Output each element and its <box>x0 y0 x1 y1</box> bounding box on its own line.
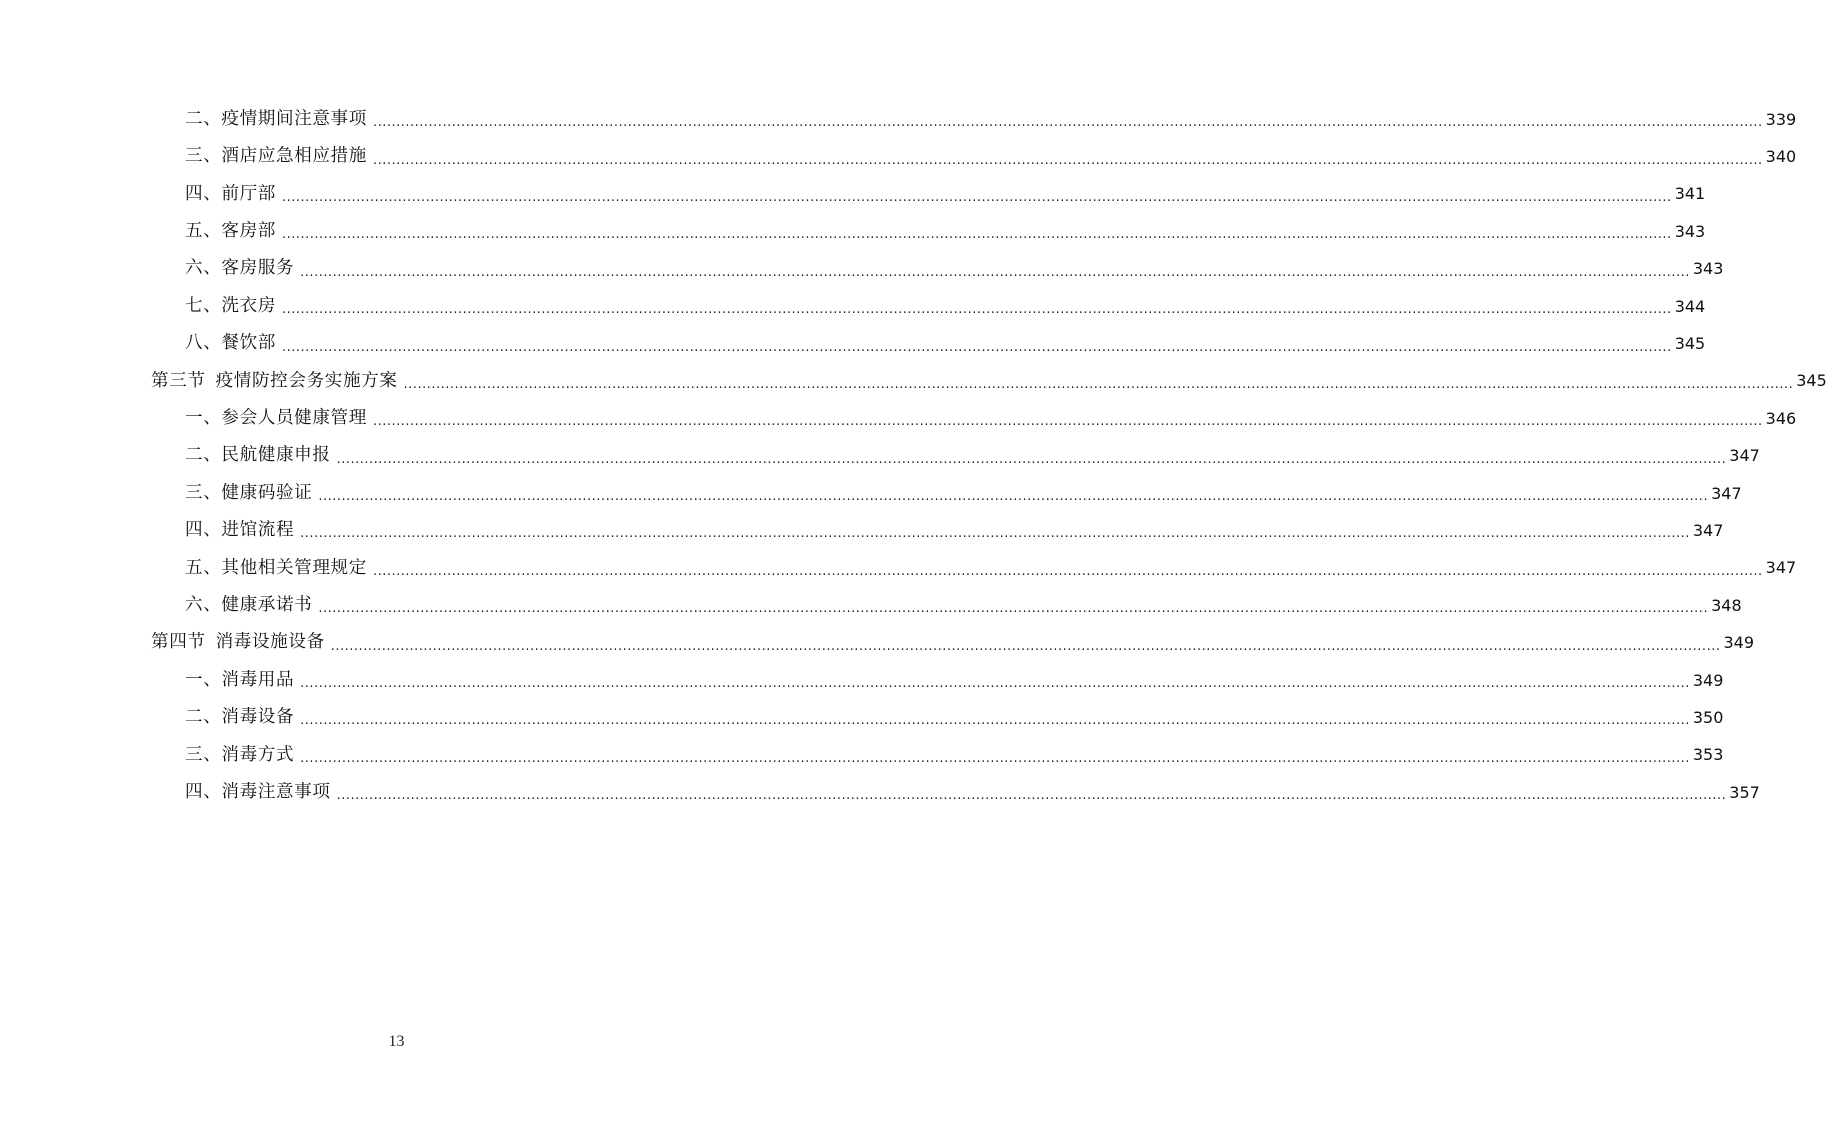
toc-entry-page: 347 <box>1692 520 1724 540</box>
toc-entry-number: 四、 <box>185 183 222 204</box>
toc-entry-page: 345 <box>1674 334 1706 354</box>
toc-entry-number: 一、 <box>185 669 222 690</box>
toc-entry-title: 健康承诺书 <box>221 594 313 615</box>
toc-dot-leader: ............................................................................................................................................................................................................................................................................................................ <box>372 152 1763 168</box>
toc-entry-page: 347 <box>1711 483 1742 503</box>
toc-entry-number: 四、 <box>185 781 222 802</box>
toc-dot-leader: ............................................................................................................................................................................................................................................................................................................ <box>300 264 1690 280</box>
toc-section-entry[interactable] <box>0 363 1827 400</box>
toc-entry-title: 洗衣房 <box>221 295 276 316</box>
toc-entry-page: 340 <box>1765 147 1797 167</box>
toc-dot-leader: ............................................................................................................................................................................................................................................................................................................ <box>336 788 1727 804</box>
toc-dot-leader: ............................................................................................................................................................................................................................................................................................................ <box>336 451 1727 467</box>
toc-subsection-entry[interactable] <box>0 550 1797 587</box>
toc-entry-number: 六、 <box>185 258 222 279</box>
toc-subsection-entry[interactable] <box>0 138 1797 175</box>
toc-entry-number: 五、 <box>185 557 222 578</box>
toc-entry-page: 341 <box>1674 184 1706 204</box>
toc-dot-leader: ............................................................................................................................................................................................................................................................................................................ <box>372 563 1763 579</box>
table-of-contents <box>0 101 1827 811</box>
toc-entry-number: 一、 <box>185 408 222 429</box>
toc-entry-number: 三、 <box>185 744 222 765</box>
toc-entry-number: 二、 <box>185 707 222 728</box>
page-number: 13 <box>388 1033 405 1050</box>
toc-entry-page: 343 <box>1692 259 1724 279</box>
toc-dot-leader: ............................................................................................................................................................................................................................................................................................................ <box>300 713 1690 729</box>
toc-entry-label <box>185 522 294 540</box>
toc-entry-title: 健康码验证 <box>221 482 313 503</box>
toc-entry-label <box>185 335 276 353</box>
toc-dot-leader: ............................................................................................................................................................................................................................................................................................................ <box>318 601 1709 617</box>
toc-subsection-entry[interactable] <box>0 774 1760 811</box>
toc-dot-leader: ............................................................................................................................................................................................................................................................................................................ <box>300 526 1690 542</box>
toc-subsection-entry[interactable] <box>0 213 1706 250</box>
toc-entry-title: 消毒用品 <box>221 669 295 690</box>
toc-subsection-entry[interactable] <box>0 737 1724 774</box>
toc-entry-label <box>185 447 331 465</box>
toc-dot-leader: ............................................................................................................................................................................................................................................................................................................ <box>300 750 1690 766</box>
toc-section-entry[interactable] <box>0 624 1755 661</box>
toc-entry-title: 客房服务 <box>221 258 295 279</box>
toc-entry-title: 客房部 <box>221 221 276 242</box>
toc-subsection-entry[interactable] <box>0 699 1724 736</box>
toc-entry-label <box>185 223 276 241</box>
toc-subsection-entry[interactable] <box>0 587 1742 624</box>
toc-subsection-entry[interactable] <box>0 475 1742 512</box>
toc-entry-label <box>185 295 276 316</box>
toc-entry-page: 345 <box>1796 371 1827 391</box>
toc-entry-number: 二、 <box>185 108 222 129</box>
toc-subsection-entry[interactable] <box>0 512 1724 549</box>
toc-entry-label <box>185 148 367 166</box>
toc-subsection-entry[interactable] <box>0 400 1797 437</box>
toc-dot-leader: ............................................................................................................................................................................................................................................................................................................ <box>403 376 1794 392</box>
toc-entry-number: 六、 <box>185 594 222 615</box>
toc-entry-title: 消毒方式 <box>221 744 295 765</box>
toc-entry-number: 七、 <box>185 295 222 316</box>
toc-entry-label <box>185 744 295 765</box>
toc-entry-title: 消毒设备 <box>221 707 295 728</box>
toc-entry-label <box>185 669 295 690</box>
toc-dot-leader: ............................................................................................................................................................................................................................................................................................................ <box>372 414 1763 430</box>
toc-dot-leader: ............................................................................................................................................................................................................................................................................................................ <box>330 638 1721 654</box>
toc-entry-label <box>185 709 294 727</box>
toc-entry-page: 344 <box>1674 296 1706 316</box>
toc-entry-label <box>151 370 398 391</box>
toc-dot-leader: ............................................................................................................................................................................................................................................................................................................ <box>318 489 1709 505</box>
toc-entry-page: 343 <box>1674 221 1706 241</box>
toc-subsection-entry[interactable] <box>0 438 1760 475</box>
toc-entry-page: 347 <box>1729 446 1760 466</box>
toc-entry-title: 进馆流程 <box>221 520 295 541</box>
toc-entry-title: 消毒注意事项 <box>221 781 331 802</box>
toc-entry-page: 346 <box>1765 408 1797 428</box>
toc-entry-title: 参会人员健康管理 <box>221 408 367 429</box>
toc-entry-title: 餐饮部 <box>221 333 276 354</box>
toc-dot-leader: ............................................................................................................................................................................................................................................................................................................ <box>281 302 1672 318</box>
toc-entry-number: 五、 <box>185 221 222 242</box>
toc-entry-title: 民航健康申报 <box>221 445 331 466</box>
toc-entry-page: 339 <box>1765 109 1797 129</box>
toc-entry-label <box>185 108 367 129</box>
toc-dot-leader: ............................................................................................................................................................................................................................................................................................................ <box>281 227 1672 243</box>
toc-subsection-entry[interactable] <box>0 325 1706 362</box>
toc-entry-number: 第四节 <box>151 632 206 653</box>
toc-entry-page: 353 <box>1692 745 1724 765</box>
toc-entry-label <box>185 557 367 578</box>
toc-entry-page: 350 <box>1692 707 1724 727</box>
toc-entry-title: 消毒设施设备 <box>215 632 325 653</box>
toc-entry-title: 酒店应急相应措施 <box>221 146 367 167</box>
toc-entry-number: 三、 <box>185 482 222 503</box>
toc-subsection-entry[interactable] <box>0 662 1724 699</box>
toc-entry-page: 357 <box>1729 782 1760 802</box>
toc-entry-label <box>151 634 325 652</box>
toc-entry-number: 第三节 <box>151 370 206 391</box>
toc-entry-label <box>185 594 313 615</box>
toc-entry-label <box>185 781 331 802</box>
toc-entry-title: 疫情防控会务实施方案 <box>215 370 398 391</box>
toc-entry-label <box>185 410 367 428</box>
toc-dot-leader: ............................................................................................................................................................................................................................................................................................................ <box>300 676 1690 692</box>
toc-dot-leader: ............................................................................................................................................................................................................................................................................................................ <box>281 339 1672 355</box>
toc-dot-leader: ............................................................................................................................................................................................................................................................................................................ <box>372 115 1763 131</box>
toc-subsection-entry[interactable] <box>0 251 1724 288</box>
toc-entry-page: 347 <box>1765 558 1797 578</box>
toc-entry-page: 349 <box>1692 670 1724 690</box>
toc-entry-title: 其他相关管理规定 <box>221 557 367 578</box>
toc-dot-leader: ............................................................................................................................................................................................................................................................................................................ <box>281 189 1672 205</box>
toc-subsection-entry[interactable] <box>0 176 1706 213</box>
toc-subsection-entry[interactable] <box>0 288 1706 325</box>
toc-entry-title: 疫情期间注意事项 <box>221 108 367 129</box>
toc-entry-label <box>185 183 276 204</box>
toc-entry-title: 前厅部 <box>221 183 276 204</box>
toc-entry-number: 四、 <box>185 520 222 541</box>
toc-subsection-entry[interactable] <box>0 101 1797 138</box>
toc-entry-number: 二、 <box>185 445 222 466</box>
toc-entry-label <box>185 482 313 503</box>
toc-entry-label <box>185 260 294 278</box>
toc-entry-page: 349 <box>1723 633 1755 653</box>
toc-entry-number: 三、 <box>185 146 222 167</box>
toc-entry-number: 八、 <box>185 333 222 354</box>
toc-entry-page: 348 <box>1711 595 1742 615</box>
